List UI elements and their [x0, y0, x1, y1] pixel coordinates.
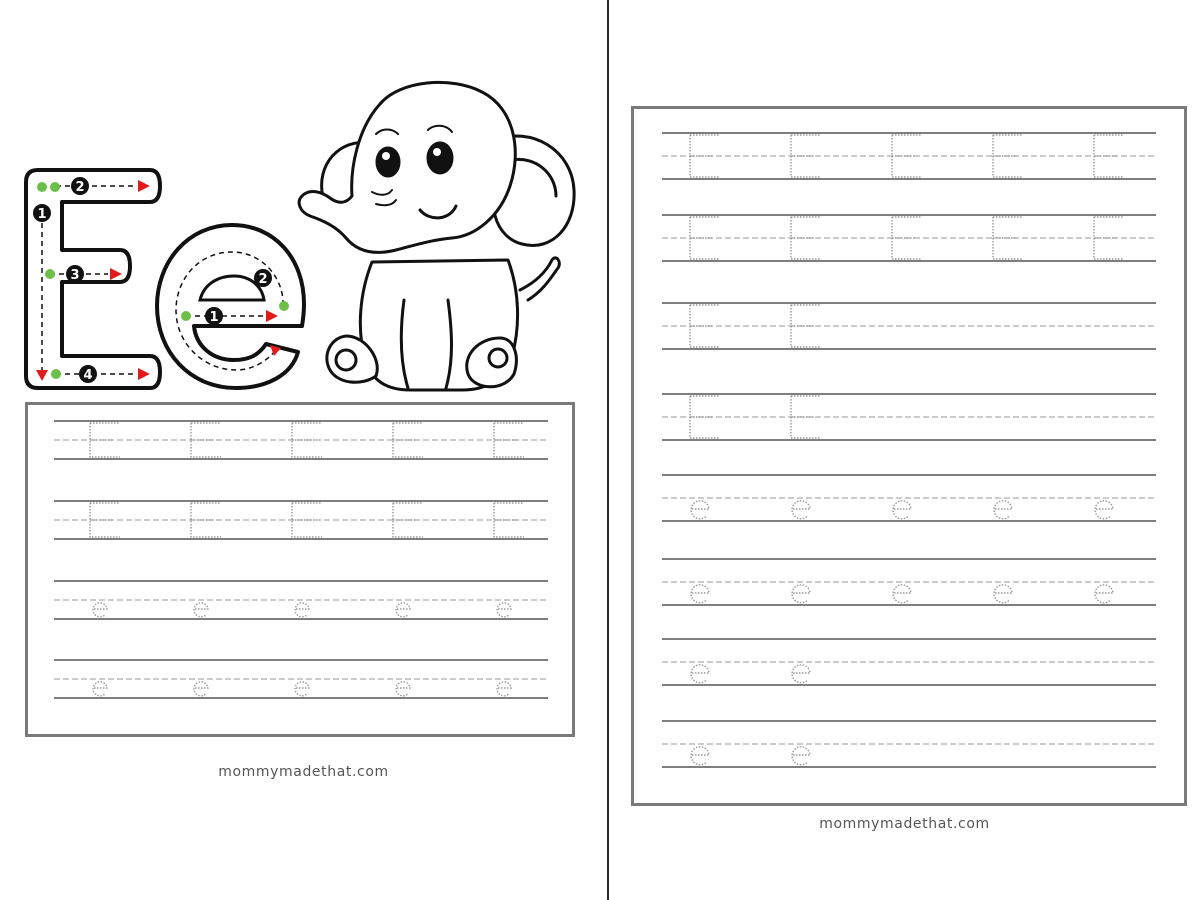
- trace-letter-upper-e: [1094, 217, 1124, 259]
- letter-header-art: [0, 0, 607, 400]
- footer-site: mommymadethat.com: [819, 816, 990, 832]
- trace-letter-lower-e: [295, 682, 309, 696]
- tracing-lines-left: [28, 405, 572, 734]
- trace-letter-lower-e: [295, 603, 309, 617]
- writing-row[interactable]: [662, 721, 1156, 767]
- trace-letter-lower-e: [396, 682, 410, 696]
- trace-letter-lower-e: [691, 747, 709, 765]
- lowercase-e-bubble: [157, 225, 304, 388]
- elephant-icon: [299, 82, 574, 390]
- writing-row[interactable]: [662, 394, 1156, 440]
- tracing-panel-left: [25, 402, 575, 737]
- step-number: 2: [75, 180, 85, 195]
- writing-row[interactable]: [662, 475, 1156, 521]
- writing-row[interactable]: [54, 421, 548, 459]
- trace-letter-lower-e: [396, 603, 410, 617]
- trace-letter-lower-e: [194, 603, 208, 617]
- trace-letter-upper-e: [690, 305, 720, 347]
- trace-letter-upper-e: [690, 135, 720, 177]
- trace-letter-lower-e: [691, 501, 709, 519]
- writing-row[interactable]: [662, 303, 1156, 349]
- trace-letter-lower-e: [497, 682, 511, 696]
- trace-letter-lower-e: [93, 603, 107, 617]
- trace-letter-upper-e: [494, 503, 524, 537]
- step-number: 1: [209, 310, 219, 325]
- trace-letter-lower-e: [792, 585, 810, 603]
- tracing-lines-right: [634, 109, 1184, 803]
- trace-letter-lower-e: [893, 501, 911, 519]
- writing-row[interactable]: [662, 133, 1156, 179]
- writing-row[interactable]: [662, 639, 1156, 685]
- writing-row[interactable]: [662, 215, 1156, 261]
- trace-letter-lower-e: [497, 603, 511, 617]
- step-number: 1: [37, 207, 47, 222]
- trace-letter-lower-e: [792, 501, 810, 519]
- tracing-panel-right: [631, 106, 1187, 806]
- trace-letter-upper-e: [494, 423, 524, 457]
- trace-letter-lower-e: [792, 747, 810, 765]
- writing-row[interactable]: [54, 581, 548, 619]
- trace-letter-lower-e: [93, 682, 107, 696]
- trace-letter-upper-e: [90, 423, 120, 457]
- writing-row[interactable]: [662, 559, 1156, 605]
- trace-letter-lower-e: [1095, 585, 1113, 603]
- footer-site: mommymadethat.com: [218, 764, 389, 780]
- trace-letter-lower-e: [691, 585, 709, 603]
- trace-letter-upper-e: [1094, 135, 1124, 177]
- trace-letter-lower-e: [994, 501, 1012, 519]
- step-number: 2: [258, 272, 268, 287]
- trace-letter-lower-e: [792, 665, 810, 683]
- trace-letter-upper-e: [690, 217, 720, 259]
- trace-letter-lower-e: [194, 682, 208, 696]
- trace-letter-lower-e: [1095, 501, 1113, 519]
- trace-letter-lower-e: [691, 665, 709, 683]
- step-number: 4: [83, 368, 93, 383]
- worksheet-page-right: [609, 0, 1200, 900]
- trace-letter-upper-e: [90, 503, 120, 537]
- step-number: 3: [70, 268, 80, 283]
- writing-row[interactable]: [54, 501, 548, 539]
- uppercase-e-bubble: [26, 170, 160, 388]
- writing-row[interactable]: [54, 660, 548, 698]
- trace-letter-upper-e: [690, 396, 720, 438]
- trace-letter-lower-e: [893, 585, 911, 603]
- trace-letter-lower-e: [994, 585, 1012, 603]
